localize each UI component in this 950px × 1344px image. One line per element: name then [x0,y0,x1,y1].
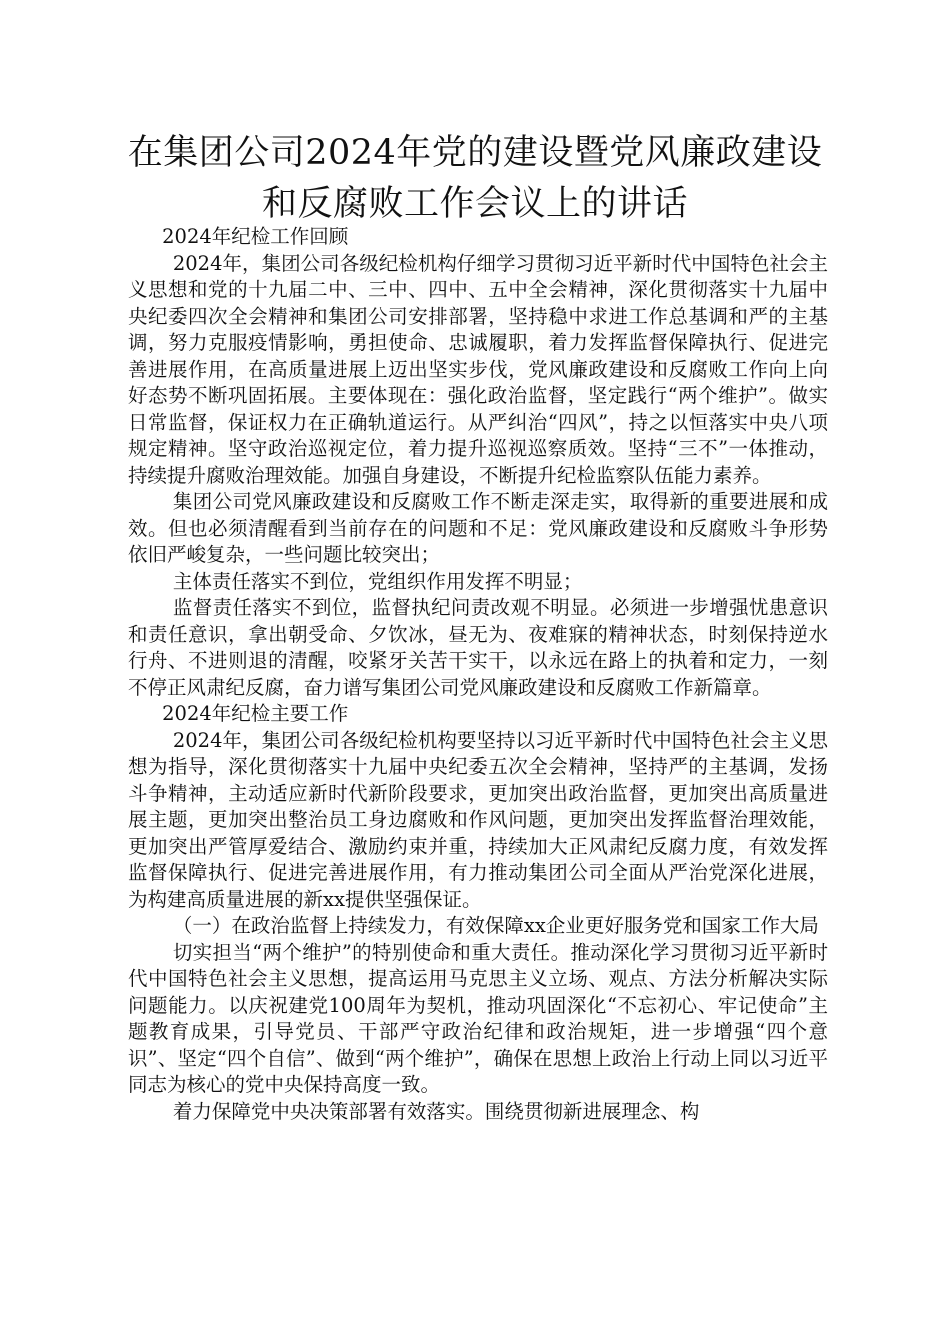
document-body [128,224,828,1125]
paragraph: 2024年，集团公司各级纪检机构要坚持以习近平新时代中国特色社会主义思想为指导，深化贯彻落实十九届中央纪委五次全会精神，坚持严的主基调，发扬斗争精神，主动适应新时代新阶段要求，更加突出政治监督，更加突出高质量进展主题，更加突出整治员工身边腐败和作风问题，更加突出发挥监督治理效能，更加突出严管厚爱结合、激励约束并重，持续加大正风肃纪反腐力度，有效发挥监督保障执行、促进完善进展作用，有力推动集团公司全面从严治党深化进展，为构建高质量进展的新xx提供坚强保证。 [128,728,828,911]
paragraph: 切实担当“两个维护”的特别使命和重大责任。推动深化学习贯彻习近平新时代中国特色社会主义思想，提高运用马克思主义立场、观点、方法分析解决实际问题能力。以庆祝建党100周年为契机，推动巩固深化“不忘初心、牢记使命”主题教育成果，引导党员、干部严守政治纪律和政治规矩，进一步增强“四个意识”、坚定“四个自信”、做到“两个维护”，确保在思想上政治上行动上同以习近平同志为核心的党中央保持高度一致。 [128,940,828,1096]
subsection-heading: （一）在政治监督上持续发力，有效保障xx企业更好服务党和国家工作大局 [172,914,819,937]
paragraph: 监督责任落实不到位，监督执纪问责改观不明显。必须进一步增强忧患意识和责任意识，拿出朝受命、夕饮冰，昼无为、夜难寐的精神状态，时刻保持逆水行舟、不进则退的清醒，咬紧牙关苦干实干，以永远在路上的执着和定力，一刻不停正风肃纪反腐，奋力谱写集团公司党风廉政建设和反腐败工作新篇章。 [128,596,828,699]
document-title: 在集团公司2024年党的建设暨党风廉政建设和反腐败工作会议上的讲话 [127,133,823,224]
paragraph: 着力保障党中央决策部署有效落实。围绕贯彻新进展理念、构 [172,1099,700,1123]
paragraph: 集团公司党风廉政建设和反腐败工作不断走深走实，取得新的重要进展和成效。但也必须清醒看到当前存在的问题和不足：党风廉政建设和反腐败斗争形势依旧严峻复杂，一些问题比较突出； [128,490,828,566]
section-heading-review: 2024年纪检工作回顾 [162,225,349,248]
section-heading-main-work: 2024年纪检主要工作 [162,702,349,725]
paragraph: 2024年，集团公司各级纪检机构仔细学习贯彻习近平新时代中国特色社会主义思想和党的十九届二中、三中、四中、五中全会精神，深化贯彻落实十九届中央纪委四次全会精神和集团公司安排部署，坚持稳中求进工作总基调和严的主基调，努力克服疫情影响，勇担使命、忠诚履职，着力发挥监督保障执行、促进完善进展作用，在高质量进展上迈出坚实步伐，党风廉政建设和反腐败工作向上向好态势不断巩固拓展。主要体现在：强化政治监督，坚定践行“两个维护”。做实日常监督，保证权力在正确轨道运行。从严纠治“四风”，持之以恒落实中央八项规定精神。坚守政治巡视定位，着力提升巡视巡察质效。坚持“三不”一体推动，持续提升腐败治理效能。加强自身建设，不断提升纪检监察队伍能力素养。 [128,251,828,487]
paragraph: 主体责任落实不到位，党组织作用发挥不明显； [172,569,583,593]
